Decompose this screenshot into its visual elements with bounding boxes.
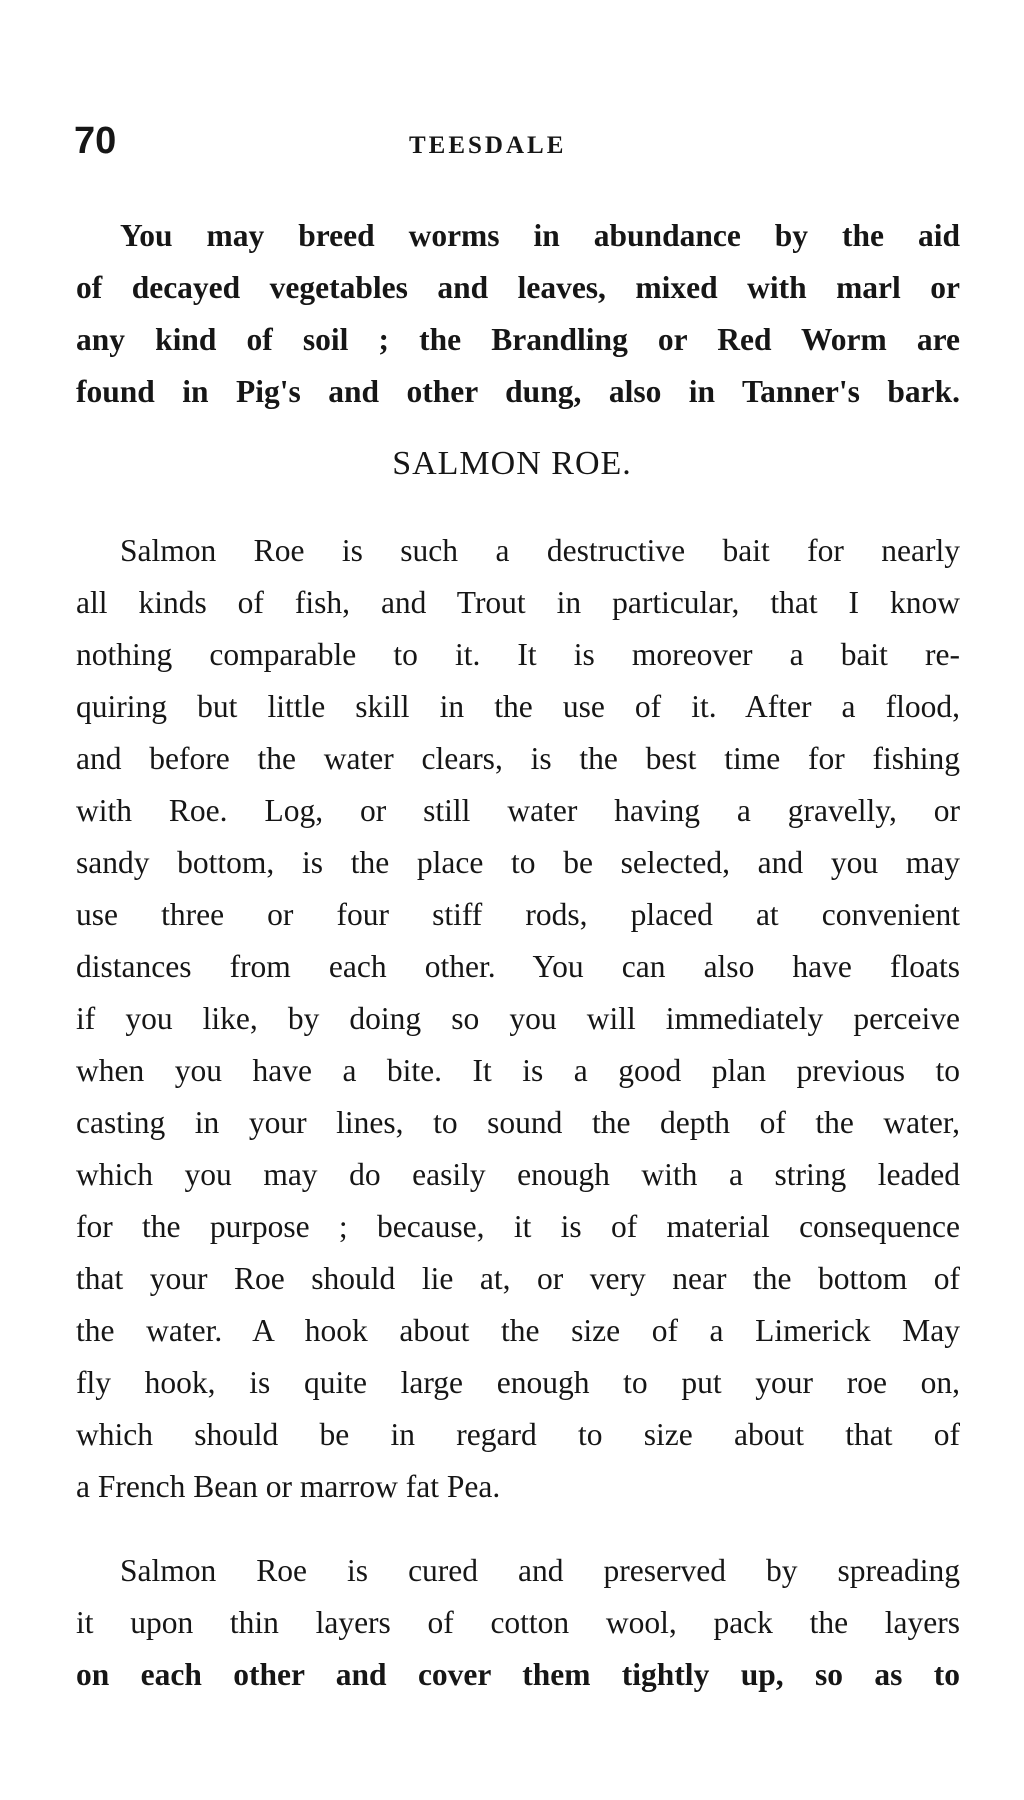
text-line: distances from each other. You can also have floats — [76, 949, 960, 984]
text-line: casting in your lines, to sound the depth of the water, — [76, 1105, 960, 1140]
text-line: nothing comparable to it. It is moreover a bait re- — [76, 637, 960, 672]
text-line: if you like, by doing so you will immediately perceive — [76, 1001, 960, 1036]
text-line: on each other and cover them tightly up, so as to — [76, 1657, 960, 1692]
text-line: when you have a bite. It is a good plan previous to — [76, 1053, 960, 1088]
text-line: with Roe. Log, or still water having a gravelly, or — [76, 793, 960, 828]
text-line: a French Bean or marrow fat Pea. — [76, 1469, 501, 1504]
text-line: which should be in regard to size about that of — [76, 1417, 960, 1452]
paragraph-curing-roe — [76, 1545, 960, 1701]
text-line: any kind of soil ; the Brandling or Red Worm are — [76, 322, 960, 357]
text-line: use three or four stiff rods, placed at convenient — [76, 897, 960, 932]
text-line: of decayed vegetables and leaves, mixed with marl or — [76, 270, 960, 305]
text-line: found in Pig's and other dung, also in Tanner's bark. — [76, 374, 960, 409]
running-head — [74, 120, 960, 180]
text-line: it upon thin layers of cotton wool, pack the layers — [76, 1605, 960, 1640]
text-line: Salmon Roe is such a destructive bait for nearly — [120, 533, 960, 568]
text-line: You may breed worms in abundance by the aid — [120, 218, 960, 253]
section-heading: SALMON ROE. — [392, 445, 632, 482]
text-line: for the purpose ; because, it is of material consequence — [76, 1209, 960, 1244]
page-number: 70 — [74, 120, 117, 162]
text-line: the water. A hook about the size of a Limerick May — [76, 1313, 960, 1348]
text-line: fly hook, is quite large enough to put your roe on, — [76, 1365, 960, 1400]
text-line: and before the water clears, is the best time for fishing — [76, 741, 960, 776]
paragraph-salmon-roe — [76, 525, 960, 1513]
text-line: that your Roe should lie at, or very near the bottom of — [76, 1261, 960, 1296]
text-line: which you may do easily enough with a string leaded — [76, 1157, 960, 1192]
text-line: sandy bottom, is the place to be selected, and you may — [76, 845, 960, 880]
text-line: Salmon Roe is cured and preserved by spreading — [120, 1553, 960, 1588]
running-title: TEESDALE — [409, 132, 567, 159]
paragraph-worms — [76, 210, 960, 418]
text-line: all kinds of fish, and Trout in particular, that I know — [76, 585, 960, 620]
text-line: quiring but little skill in the use of it. After a flood, — [76, 689, 960, 724]
